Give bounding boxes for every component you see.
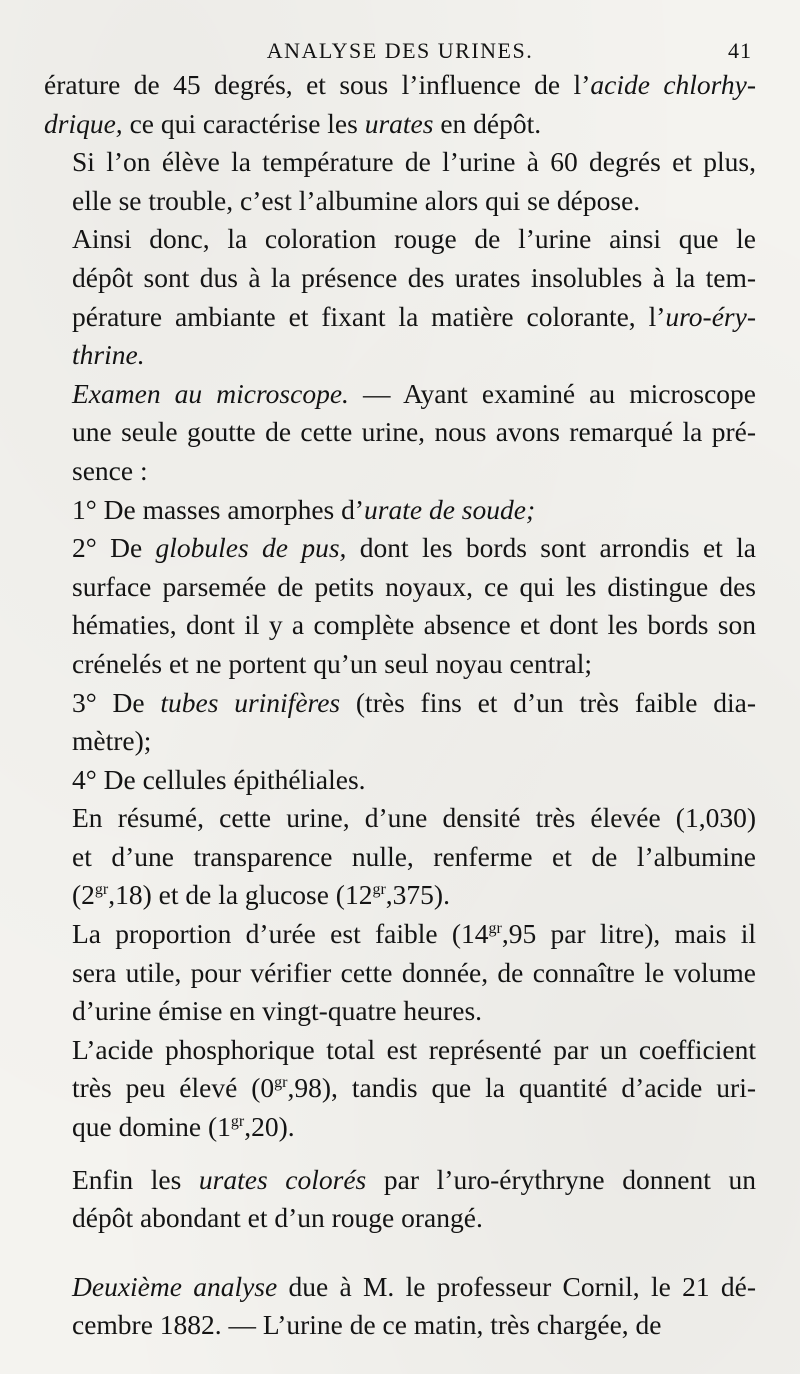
text-run: d’urine émise en vingt-quatre heures. <box>72 995 483 1027</box>
text-line <box>44 413 756 452</box>
italic-run: Deuxième analyse <box>72 1270 278 1302</box>
text-line <box>44 799 756 838</box>
text-run: dont les bords sont arrondis et la <box>346 532 756 564</box>
text-line <box>44 1161 756 1200</box>
text-line <box>44 336 756 375</box>
text-run: ,20). <box>244 1111 295 1143</box>
text-line <box>44 1031 756 1070</box>
paragraph <box>44 375 756 491</box>
paragraph <box>44 220 756 374</box>
text-run: par l’uro-érythryne donnent un <box>366 1163 756 1195</box>
text-run: pérature ambiante et fixant la matière colorante, l’ <box>72 300 666 332</box>
text-run: surface parsemée de petits noyaux, ce qui les distingue des <box>72 570 756 602</box>
text-run: — Ayant examiné au microscope <box>348 377 756 409</box>
italic-run: urate de soude; <box>364 493 536 525</box>
text-run: et d’une transparence nulle, renferme et de l’albumine <box>72 840 756 872</box>
text-run: 2° De <box>72 532 156 564</box>
text-line <box>44 529 756 568</box>
superscript-unit: gr <box>488 920 502 938</box>
text-line <box>44 684 756 723</box>
text-run: ce qui caractérise les <box>122 107 365 139</box>
text-line <box>44 182 756 221</box>
paragraph <box>44 491 756 530</box>
text-run: très peu élevé (0 <box>72 1072 275 1104</box>
italic-run: drique, <box>44 107 123 139</box>
text-run: érature de 45 degrés, et sous l’influence de l’ <box>44 69 591 100</box>
paragraph <box>44 684 756 761</box>
italic-run: uro-éry- <box>665 300 756 332</box>
text-line <box>44 568 756 607</box>
text-run: que domine (1 <box>72 1111 231 1143</box>
text-run: (très fins et d’un très faible dia- <box>340 686 756 718</box>
text-line <box>44 375 756 414</box>
text-run: Enfin les <box>72 1163 199 1195</box>
text-line <box>44 992 756 1031</box>
text-run: en dépôt. <box>433 107 542 139</box>
italic-run: globules de pus, <box>155 532 347 564</box>
text-run: ,18) et de la glucose (12 <box>108 879 373 911</box>
paragraph <box>44 529 756 683</box>
text-line <box>44 220 756 259</box>
text-run: En résumé, cette urine, d’une densité très élevée (1,030) <box>72 802 756 834</box>
text-run: due à M. le professeur Cornil, le 21 dé- <box>277 1270 756 1302</box>
text-line <box>44 1199 756 1238</box>
running-title: ANALYSE DES URINES. <box>266 38 534 63</box>
running-head <box>44 30 756 66</box>
text-run: ,98), tandis que la quantité d’acide uri- <box>287 1072 756 1104</box>
text-run: (2 <box>72 879 95 911</box>
text-line <box>44 143 756 182</box>
text-run: 4° De cellules épithéliales. <box>72 763 366 795</box>
text-line <box>44 1069 756 1108</box>
paragraph <box>44 66 756 143</box>
text-run: ,375). <box>385 879 450 911</box>
text-run: Ainsi donc, la coloration rouge de l’urine ainsi que le <box>72 223 756 255</box>
italic-run: thrine. <box>72 339 145 371</box>
text-line <box>44 722 756 761</box>
text-run: 3° De <box>72 686 161 718</box>
text-run: elle se trouble, c’est l’albumine alors qui se dépose. <box>72 184 641 216</box>
text-run: ,95 par litre), mais il <box>501 918 756 950</box>
paragraph <box>44 1031 756 1147</box>
italic-run: Examen au microscope. <box>72 377 349 409</box>
text-line <box>44 1268 756 1307</box>
page-number: 41 <box>728 38 752 63</box>
text-line <box>44 452 756 491</box>
italic-run: tubes urinifères <box>160 686 341 718</box>
paragraph <box>44 143 756 220</box>
text-line <box>44 491 756 530</box>
text-line <box>44 105 756 144</box>
text-line <box>44 259 756 298</box>
text-run: 1° De masses amorphes d’ <box>72 493 365 525</box>
text-line <box>44 876 756 915</box>
italic-run: acide chlorhy- <box>590 69 756 100</box>
text-run: Si l’on élève la température de l’urine à 60 degrés et plus, <box>72 146 756 178</box>
text-run: mètre); <box>72 725 152 757</box>
superscript-unit: gr <box>372 881 386 899</box>
italic-run: urates colorés <box>198 1163 367 1195</box>
text-run: dépôt sont dus à la présence des urates insolubles à la tem- <box>72 261 756 293</box>
text-line <box>44 645 756 684</box>
text-line <box>44 1306 756 1345</box>
text-run: dépôt abondant et d’un rouge orangé. <box>72 1202 483 1234</box>
text-line <box>44 915 756 954</box>
text-run: sence : <box>72 454 148 486</box>
text-line <box>44 66 756 105</box>
text-run: cembre 1882. — L’urine de ce matin, très chargée, de <box>72 1309 662 1341</box>
text-run: L’acide phosphorique total est représenté par un coefficient <box>72 1033 756 1065</box>
text-line <box>44 838 756 877</box>
text-line <box>44 761 756 800</box>
text-line <box>44 298 756 337</box>
text-run: crénelés et ne portent qu’un seul noyau central; <box>72 647 593 679</box>
text-run: sera utile, pour vérifier cette donnée, de connaître le volume <box>72 956 756 988</box>
superscript-unit: gr <box>274 1074 288 1092</box>
paragraph <box>44 915 756 1031</box>
text-run: une seule goutte de cette urine, nous avons remarqué la pré- <box>72 416 756 448</box>
text-run: hématies, dont il y a complète absence et dont les bords son <box>72 609 756 641</box>
text-line <box>44 606 756 645</box>
superscript-unit: gr <box>230 1113 245 1131</box>
text-run: La proportion d’urée est faible (14 <box>72 918 489 950</box>
text-line <box>44 954 756 993</box>
italic-run: urates <box>364 107 434 139</box>
paragraph <box>44 761 756 800</box>
text-line <box>44 1108 756 1147</box>
paragraph <box>44 1161 756 1238</box>
paragraph <box>44 1268 756 1345</box>
body-text <box>44 66 756 1345</box>
paragraph <box>44 799 756 915</box>
superscript-unit: gr <box>94 881 109 899</box>
